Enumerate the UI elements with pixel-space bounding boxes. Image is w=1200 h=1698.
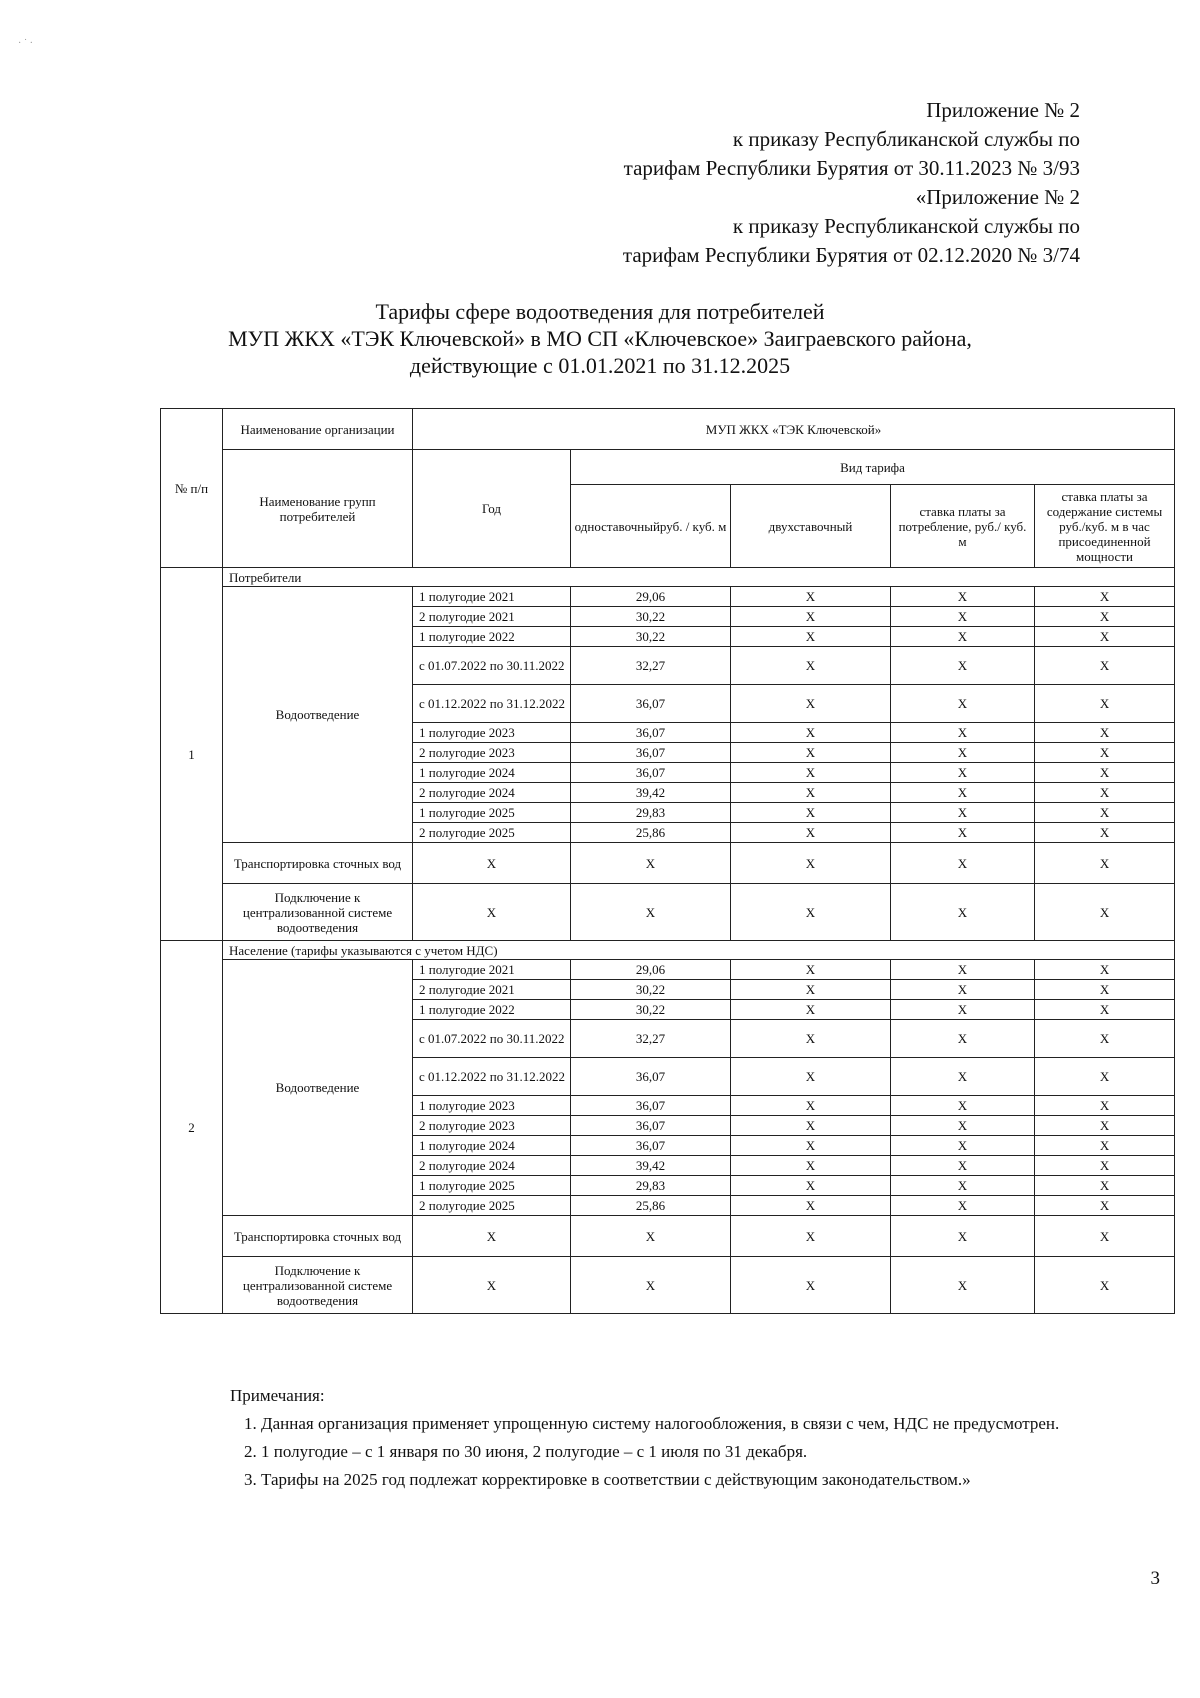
maintenance-rate-cell: X — [1035, 1096, 1175, 1116]
double-rate-cell: X — [731, 803, 891, 823]
maintenance-rate-cell: X — [1035, 1000, 1175, 1020]
maintenance-rate-cell: X — [1035, 723, 1175, 743]
double-rate-cell: X — [731, 1116, 891, 1136]
period-cell: 2 полугодие 2021 — [413, 607, 571, 627]
single-rate-cell: 32,27 — [571, 647, 731, 685]
single-rate-cell: 36,07 — [571, 763, 731, 783]
double-rate-cell: X — [731, 843, 891, 884]
double-rate-cell: X — [731, 1196, 891, 1216]
period-cell: 1 полугодие 2024 — [413, 763, 571, 783]
period-cell: с 01.07.2022 по 30.11.2022 — [413, 1020, 571, 1058]
section-number: 1 — [161, 568, 223, 941]
period-cell: 2 полугодие 2024 — [413, 783, 571, 803]
period-cell: 2 полугодие 2024 — [413, 1156, 571, 1176]
usage-rate-cell: X — [891, 1257, 1035, 1314]
period-cell: 1 полугодие 2025 — [413, 1176, 571, 1196]
double-rate-cell: X — [731, 1257, 891, 1314]
single-rate-cell: 29,83 — [571, 803, 731, 823]
usage-rate-cell: X — [891, 1096, 1035, 1116]
section-number: 2 — [161, 941, 223, 1314]
usage-rate-cell: X — [891, 1216, 1035, 1257]
maintenance-rate-cell: X — [1035, 607, 1175, 627]
period-cell: 2 полугодие 2025 — [413, 1196, 571, 1216]
usage-rate-cell: X — [891, 1000, 1035, 1020]
usage-rate-cell: X — [891, 1058, 1035, 1096]
double-rate-cell: X — [731, 823, 891, 843]
maintenance-rate-cell: X — [1035, 803, 1175, 823]
usage-rate-cell: X — [891, 843, 1035, 884]
period-cell: 1 полугодие 2023 — [413, 723, 571, 743]
single-rate-cell: 39,42 — [571, 1156, 731, 1176]
col-year-header: Год — [413, 450, 571, 568]
period-cell: с 01.07.2022 по 30.11.2022 — [413, 647, 571, 685]
double-rate-cell: X — [731, 1156, 891, 1176]
usage-rate-cell: X — [891, 823, 1035, 843]
header-row-org — [161, 409, 1175, 450]
maintenance-rate-cell: X — [1035, 1257, 1175, 1314]
period-cell: X — [413, 1216, 571, 1257]
period-cell: 1 полугодие 2022 — [413, 627, 571, 647]
single-rate-cell: 29,06 — [571, 587, 731, 607]
period-cell: 1 полугодие 2024 — [413, 1136, 571, 1156]
section-title: Население (тарифы указываются с учетом НДС) — [223, 941, 1175, 960]
consumer-group-cell: Водоотведение — [223, 587, 413, 843]
single-rate-cell: 30,22 — [571, 980, 731, 1000]
single-rate-cell: 29,83 — [571, 1176, 731, 1196]
col-maintenance-rate-header: ставка платы за содержание системы руб./куб. м в час присоединенной мощности — [1035, 485, 1175, 568]
col-groups-header: Наименование групп потребителей — [223, 450, 413, 568]
tariff-type-header: Вид тарифа — [571, 450, 1175, 485]
section-title-row — [161, 568, 1175, 587]
single-rate-cell: 36,07 — [571, 1116, 731, 1136]
double-rate-cell: X — [731, 743, 891, 763]
period-cell: 1 полугодие 2025 — [413, 803, 571, 823]
org-name-cell: МУП ЖКХ «ТЭК Ключевской» — [413, 409, 1175, 450]
note-item: 3. Тарифы на 2025 год подлежат корректировке в соответствии с действующим законодательством.» — [244, 1470, 971, 1489]
maintenance-rate-cell: X — [1035, 783, 1175, 803]
table-row — [161, 587, 1175, 607]
appendix-header — [623, 96, 1080, 270]
period-cell: X — [413, 884, 571, 941]
notes-heading: Примечания: — [230, 1386, 325, 1405]
usage-rate-cell: X — [891, 743, 1035, 763]
single-rate-cell: 36,07 — [571, 743, 731, 763]
connect-label-cell: Подключение к централизованной системе водоотведения — [223, 1257, 413, 1314]
usage-rate-cell: X — [891, 1116, 1035, 1136]
period-cell: 2 полугодие 2023 — [413, 743, 571, 763]
double-rate-cell: X — [731, 980, 891, 1000]
maintenance-rate-cell: X — [1035, 884, 1175, 941]
double-rate-cell: X — [731, 1096, 891, 1116]
header-line: к приказу Республиканской службы по — [732, 127, 1080, 151]
usage-rate-cell: X — [891, 884, 1035, 941]
usage-rate-cell: X — [891, 980, 1035, 1000]
col-usage-rate-header: ставка платы за потребление, руб./ куб. м — [891, 485, 1035, 568]
single-rate-cell: X — [571, 843, 731, 884]
col-double-rate-header: двухставочный — [731, 485, 891, 568]
page-number: 3 — [1150, 1568, 1160, 1589]
usage-rate-cell: X — [891, 1196, 1035, 1216]
period-cell: с 01.12.2022 по 31.12.2022 — [413, 1058, 571, 1096]
connect-label-cell: Подключение к централизованной системе водоотведения — [223, 884, 413, 941]
double-rate-cell: X — [731, 723, 891, 743]
maintenance-rate-cell: X — [1035, 1196, 1175, 1216]
maintenance-rate-cell: X — [1035, 1156, 1175, 1176]
header-line: Приложение № 2 — [926, 98, 1080, 122]
section-title-row — [161, 941, 1175, 960]
usage-rate-cell: X — [891, 1136, 1035, 1156]
single-rate-cell: 36,07 — [571, 1058, 731, 1096]
double-rate-cell: X — [731, 960, 891, 980]
transport-row — [161, 843, 1175, 884]
maintenance-rate-cell: X — [1035, 627, 1175, 647]
maintenance-rate-cell: X — [1035, 1020, 1175, 1058]
single-rate-cell: 30,22 — [571, 607, 731, 627]
section-title: Потребители — [223, 568, 1175, 587]
maintenance-rate-cell: X — [1035, 647, 1175, 685]
connect-row — [161, 884, 1175, 941]
title-line: МУП ЖКХ «ТЭК Ключевской» в МО СП «Ключевское» Заиграевского района, — [228, 326, 972, 351]
tariffs-table — [160, 408, 1175, 1314]
period-cell: 1 полугодие 2021 — [413, 587, 571, 607]
single-rate-cell: 25,86 — [571, 1196, 731, 1216]
single-rate-cell: X — [571, 1257, 731, 1314]
usage-rate-cell: X — [891, 1156, 1035, 1176]
period-cell: 1 полугодие 2021 — [413, 960, 571, 980]
period-cell: X — [413, 1257, 571, 1314]
single-rate-cell: 39,42 — [571, 783, 731, 803]
usage-rate-cell: X — [891, 803, 1035, 823]
usage-rate-cell: X — [891, 783, 1035, 803]
single-rate-cell: 30,22 — [571, 627, 731, 647]
table-body — [161, 409, 1175, 1314]
double-rate-cell: X — [731, 1216, 891, 1257]
title-line: Тарифы сфере водоотведения для потребителей — [375, 299, 825, 324]
double-rate-cell: X — [731, 685, 891, 723]
table-row — [161, 960, 1175, 980]
usage-rate-cell: X — [891, 1020, 1035, 1058]
note-item: 2. 1 полугодие – с 1 января по 30 июня, 2 полугодие – с 1 июля по 31 декабря. — [244, 1442, 808, 1461]
period-cell: с 01.12.2022 по 31.12.2022 — [413, 685, 571, 723]
maintenance-rate-cell: X — [1035, 1116, 1175, 1136]
maintenance-rate-cell: X — [1035, 587, 1175, 607]
col-org-label: Наименование организации — [223, 409, 413, 450]
period-cell: X — [413, 843, 571, 884]
maintenance-rate-cell: X — [1035, 685, 1175, 723]
single-rate-cell: 36,07 — [571, 1096, 731, 1116]
usage-rate-cell: X — [891, 647, 1035, 685]
header-line: к приказу Республиканской службы по — [732, 214, 1080, 238]
double-rate-cell: X — [731, 1176, 891, 1196]
period-cell: 1 полугодие 2022 — [413, 1000, 571, 1020]
period-cell: 2 полугодие 2021 — [413, 980, 571, 1000]
maintenance-rate-cell: X — [1035, 1058, 1175, 1096]
header-line: тарифам Республики Бурятия от 30.11.2023 № 3/93 — [623, 156, 1080, 180]
single-rate-cell: X — [571, 884, 731, 941]
maintenance-rate-cell: X — [1035, 960, 1175, 980]
period-cell: 1 полугодие 2023 — [413, 1096, 571, 1116]
single-rate-cell: 29,06 — [571, 960, 731, 980]
maintenance-rate-cell: X — [1035, 763, 1175, 783]
maintenance-rate-cell: X — [1035, 843, 1175, 884]
maintenance-rate-cell: X — [1035, 1136, 1175, 1156]
header-line: «Приложение № 2 — [915, 185, 1080, 209]
transport-label-cell: Транспортировка сточных вод — [223, 1216, 413, 1257]
consumer-group-cell: Водоотведение — [223, 960, 413, 1216]
maintenance-rate-cell: X — [1035, 1176, 1175, 1196]
transport-label-cell: Транспортировка сточных вод — [223, 843, 413, 884]
maintenance-rate-cell: X — [1035, 823, 1175, 843]
period-cell: 2 полугодие 2025 — [413, 823, 571, 843]
double-rate-cell: X — [731, 783, 891, 803]
single-rate-cell: 36,07 — [571, 685, 731, 723]
double-rate-cell: X — [731, 1058, 891, 1096]
usage-rate-cell: X — [891, 587, 1035, 607]
maintenance-rate-cell: X — [1035, 1216, 1175, 1257]
col-single-rate-header: одноставочныйруб. / куб. м — [571, 485, 731, 568]
col-number-header: № п/п — [161, 409, 223, 568]
single-rate-cell: 32,27 — [571, 1020, 731, 1058]
double-rate-cell: X — [731, 884, 891, 941]
maintenance-rate-cell: X — [1035, 980, 1175, 1000]
usage-rate-cell: X — [891, 607, 1035, 627]
single-rate-cell: 36,07 — [571, 723, 731, 743]
title-line: действующие с 01.01.2021 по 31.12.2025 — [409, 353, 791, 378]
single-rate-cell: X — [571, 1216, 731, 1257]
transport-row — [161, 1216, 1175, 1257]
double-rate-cell: X — [731, 627, 891, 647]
double-rate-cell: X — [731, 587, 891, 607]
document-title — [0, 298, 1200, 379]
note-item: 1. Данная организация применяет упрощенную систему налогообложения, в связи с чем, НДС не предусмотрен. — [244, 1414, 1060, 1433]
double-rate-cell: X — [731, 1000, 891, 1020]
period-cell: 2 полугодие 2023 — [413, 1116, 571, 1136]
usage-rate-cell: X — [891, 627, 1035, 647]
single-rate-cell: 36,07 — [571, 1136, 731, 1156]
double-rate-cell: X — [731, 1136, 891, 1156]
header-line: тарифам Республики Бурятия от 02.12.2020 № 3/74 — [622, 243, 1080, 267]
usage-rate-cell: X — [891, 960, 1035, 980]
double-rate-cell: X — [731, 763, 891, 783]
double-rate-cell: X — [731, 607, 891, 627]
usage-rate-cell: X — [891, 1176, 1035, 1196]
single-rate-cell: 25,86 — [571, 823, 731, 843]
double-rate-cell: X — [731, 1020, 891, 1058]
usage-rate-cell: X — [891, 723, 1035, 743]
header-row-type — [161, 450, 1175, 485]
single-rate-cell: 30,22 — [571, 1000, 731, 1020]
notes-section — [188, 1384, 1176, 1496]
usage-rate-cell: X — [891, 685, 1035, 723]
usage-rate-cell: X — [891, 763, 1035, 783]
double-rate-cell: X — [731, 647, 891, 685]
scan-specks: · ˙ · — [18, 38, 33, 49]
maintenance-rate-cell: X — [1035, 743, 1175, 763]
connect-row — [161, 1257, 1175, 1314]
